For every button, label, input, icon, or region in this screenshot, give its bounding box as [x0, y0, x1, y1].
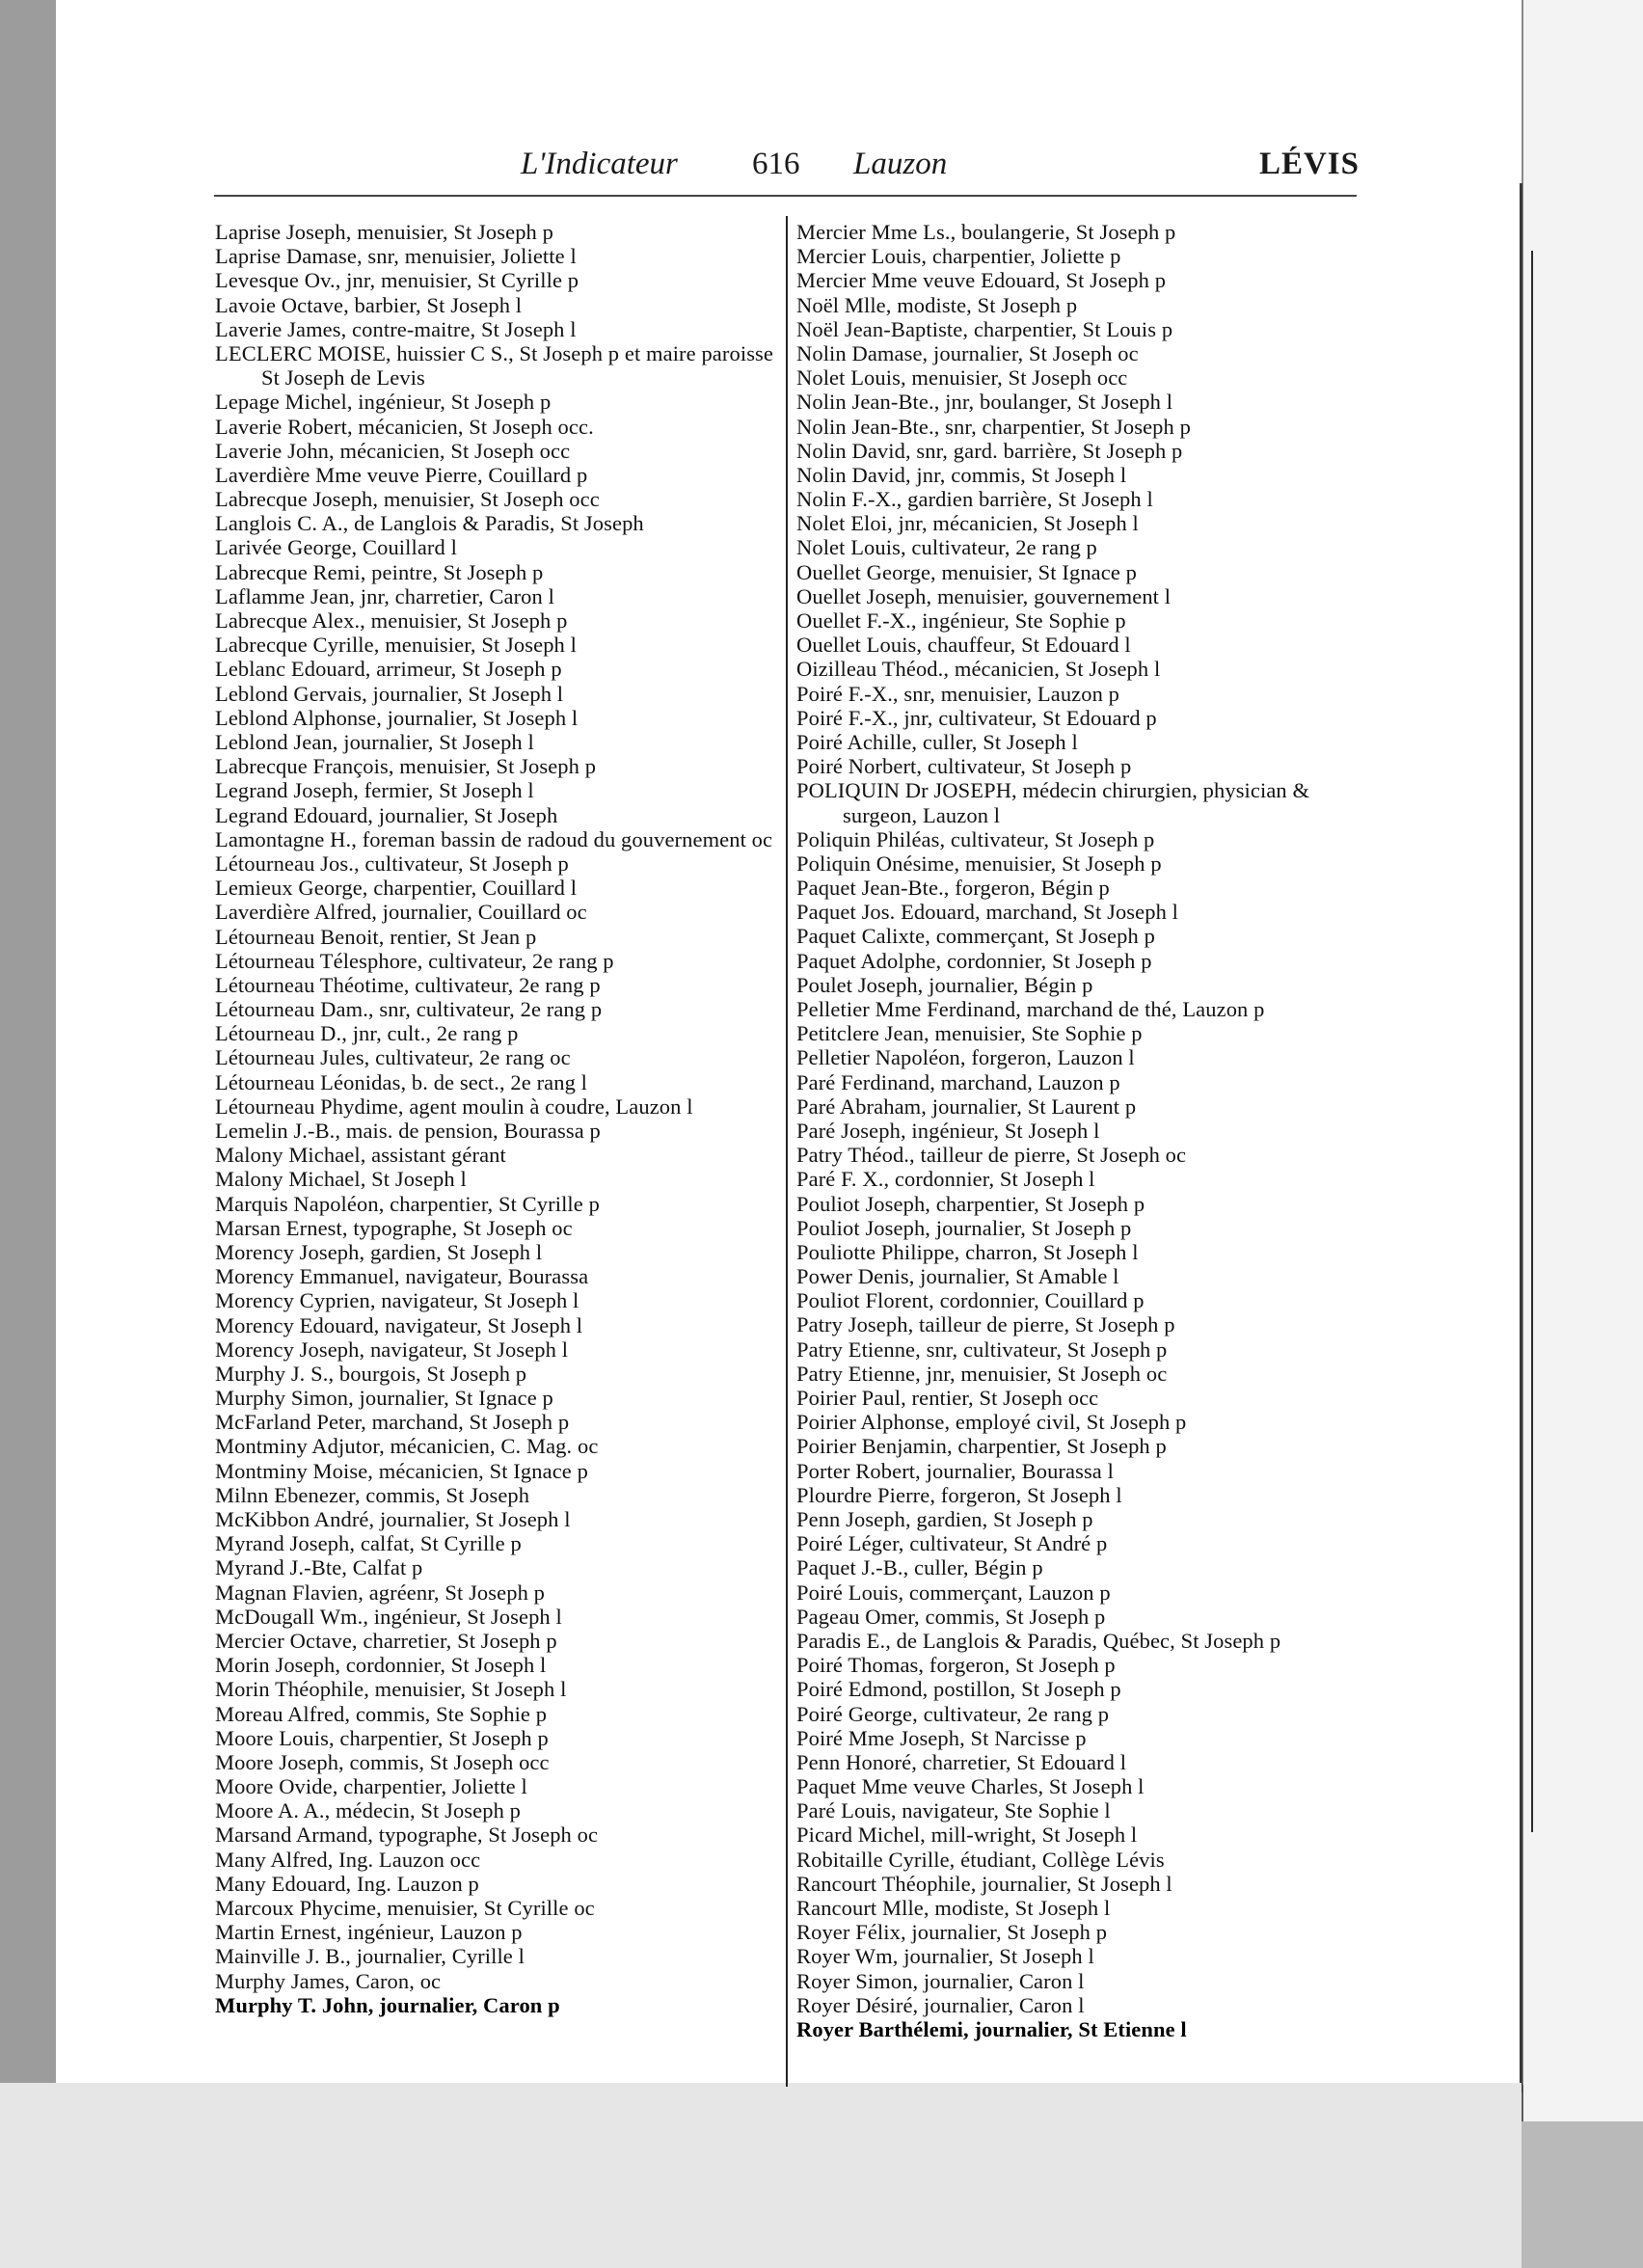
directory-entry: Paré F. X., cordonnier, St Joseph l — [796, 1167, 1095, 1192]
directory-entry: Lavoie Octave, barbier, St Joseph l — [215, 292, 523, 317]
directory-entry: Morency Joseph, navigateur, St Joseph l — [215, 1336, 569, 1362]
directory-entry: Poirier Paul, rentier, St Joseph occ — [796, 1386, 1099, 1411]
directory-entry: Myrand Joseph, calfat, St Cyrille p — [215, 1531, 522, 1556]
directory-entry: Moreau Alfred, commis, Ste Sophie p — [215, 1701, 548, 1726]
directory-entry: Pouliot Joseph, charpentier, St Joseph p — [796, 1191, 1145, 1216]
directory-entry: Noël Mlle, modiste, St Joseph p — [796, 292, 1078, 317]
directory-entry: Royer Simon, journalier, Caron l — [796, 1968, 1085, 1993]
directory-entry: Paré Louis, navigateur, Ste Sophie l — [796, 1798, 1111, 1823]
directory-entry: Robitaille Cyrille, étudiant, Collège Lévis — [796, 1847, 1165, 1872]
directory-entry: Poiré Edmond, postillon, St Joseph p — [796, 1677, 1121, 1702]
directory-entry: Létourneau Dam., snr, cultivateur, 2e rang p — [215, 997, 603, 1022]
directory-entry: Murphy T. John, journalier, Caron p — [215, 1992, 560, 2017]
directory-entry: Pouliotte Philippe, charron, St Joseph l — [796, 1239, 1139, 1264]
directory-entry: Nolin David, snr, gard. barrière, St Joseph p — [796, 438, 1183, 463]
right-column-listings — [796, 220, 1360, 2041]
directory-entry: Leblond Jean, journalier, St Joseph l — [215, 729, 534, 754]
directory-entry: Many Alfred, Ing. Lauzon occ — [215, 1847, 481, 1872]
directory-entry: Nolin David, jnr, commis, St Joseph l — [796, 462, 1127, 487]
directory-entry: Power Denis, journalier, St Amable l — [796, 1264, 1119, 1289]
directory-entry: McFarland Peter, marchand, St Joseph p — [215, 1410, 570, 1435]
directory-entry: Pageau Omer, commis, St Joseph p — [796, 1604, 1106, 1629]
directory-entry: Paquet Jos. Edouard, marchand, St Joseph l — [796, 900, 1179, 925]
directory-entry: Laflamme Jean, jnr, charretier, Caron l — [215, 583, 554, 608]
directory-entry: Laverie John, mécanicien, St Joseph occ — [215, 438, 571, 463]
directory-entry: Labrecque Alex., menuisier, St Joseph p — [215, 608, 568, 634]
directory-entry: Montminy Moise, mécanicien, St Ignace p — [215, 1458, 588, 1483]
page-number: 616 — [752, 147, 800, 181]
directory-entry: Levesque Ov., jnr, menuisier, St Cyrille p — [215, 268, 579, 293]
directory-entry: Penn Honoré, charretier, St Edouard l — [796, 1749, 1127, 1774]
directory-entry: Lemieux George, charpentier, Couillard l — [215, 876, 578, 901]
directory-entry: Létourneau Phydime, agent moulin à coudre, Lauzon l — [215, 1094, 693, 1119]
directory-entry: Poiré F.-X., jnr, cultivateur, St Edouard p — [796, 705, 1157, 730]
directory-entry: Morency Edouard, navigateur, St Joseph l — [215, 1312, 583, 1337]
directory-entry: Picard Michel, mill-wright, St Joseph l — [796, 1822, 1138, 1848]
directory-entry: Paquet Adolphe, cordonnier, St Joseph p — [796, 948, 1152, 973]
directory-entry: Murphy J. S., bourgois, St Joseph p — [215, 1361, 527, 1386]
directory-entry: Morency Joseph, gardien, St Joseph l — [215, 1239, 543, 1264]
directory-entry: Penn Joseph, gardien, St Joseph p — [796, 1506, 1093, 1531]
directory-entry: Laverie Robert, mécanicien, St Joseph occ. — [215, 414, 594, 439]
directory-entry: Paquet Jean-Bte., forgeron, Bégin p — [796, 876, 1110, 901]
directory-entry: Nolin Damase, journalier, St Joseph oc — [796, 340, 1139, 365]
directory-entry: Marquis Napoléon, charpentier, St Cyrille p — [215, 1191, 600, 1216]
directory-entry: Paradis E., de Langlois & Paradis, Québec, St Joseph p — [796, 1628, 1281, 1653]
directory-entry: Montminy Adjutor, mécanicien, C. Mag. oc — [215, 1434, 599, 1459]
directory-entry: POLIQUIN Dr JOSEPH, médecin chirurgien, physician & surgeon, Lauzon l — [796, 778, 1310, 827]
directory-entry: Laverie James, contre-maitre, St Joseph l — [215, 316, 577, 341]
directory-entry: Paquet Mme veuve Charles, St Joseph l — [796, 1774, 1145, 1799]
directory-entry: Mercier Mme veuve Edouard, St Joseph p — [796, 268, 1167, 293]
directory-entry: Royer Wm, journalier, St Joseph l — [796, 1944, 1094, 1969]
column-divider — [786, 216, 788, 2087]
directory-entry: Laverdière Mme veuve Pierre, Couillard p — [215, 462, 588, 487]
directory-entry: Poiré Achille, culler, St Joseph l — [796, 729, 1078, 754]
left-column-listings — [215, 220, 778, 2017]
directory-entry: Patry Joseph, tailleur de pierre, St Joseph p — [796, 1312, 1175, 1337]
directory-entry: Leblanc Edouard, arrimeur, St Joseph p — [215, 657, 562, 682]
directory-entry: Mercier Louis, charpentier, Joliette p — [796, 244, 1121, 269]
directory-entry: Poulet Joseph, journalier, Bégin p — [796, 972, 1093, 997]
directory-entry: Paré Ferdinand, marchand, Lauzon p — [796, 1069, 1120, 1094]
directory-entry: Poliquin Onésime, menuisier, St Joseph p — [796, 850, 1162, 876]
directory-entry: Nolin Jean-Bte., snr, charpentier, St Joseph p — [796, 414, 1191, 439]
directory-entry: Mainville J. B., journalier, Cyrille l — [215, 1944, 525, 1969]
directory-entry: Murphy James, Caron, oc — [215, 1968, 442, 1993]
directory-entry: Mercier Octave, charretier, St Joseph p — [215, 1628, 557, 1653]
adjacent-page-edge — [1522, 0, 1643, 2121]
directory-entry: Laprise Joseph, menuisier, St Joseph p — [215, 220, 553, 244]
directory-entry: Patry Etienne, jnr, menuisier, St Joseph oc — [796, 1361, 1168, 1386]
directory-entry: Leblond Gervais, journalier, St Joseph l — [215, 681, 564, 706]
directory-entry: Létourneau Benoit, rentier, St Jean p — [215, 924, 537, 949]
directory-entry: Labrecque Joseph, menuisier, St Joseph occ — [215, 487, 600, 512]
directory-entry: Paquet Calixte, commerçant, St Joseph p — [796, 924, 1155, 949]
directory-entry: Poiré Thomas, forgeron, St Joseph p — [796, 1653, 1116, 1678]
directory-entry: Morin Théophile, menuisier, St Joseph l — [215, 1677, 567, 1702]
directory-entry: Poiré George, cultivateur, 2e rang p — [796, 1701, 1110, 1726]
directory-entry: Poliquin Philéas, cultivateur, St Joseph p — [796, 826, 1155, 851]
directory-entry: Petitclere Jean, menuisier, Ste Sophie p — [796, 1021, 1143, 1046]
directory-entry: Poiré Mme Joseph, St Narcisse p — [796, 1725, 1087, 1750]
directory-entry: Marsand Armand, typographe, St Joseph oc — [215, 1822, 599, 1848]
directory-entry: Milnn Ebenezer, commis, St Joseph — [215, 1482, 530, 1507]
directory-entry: Royer Barthélemi, journalier, St Etienne l — [796, 2016, 1187, 2041]
directory-entry: Morin Joseph, cordonnier, St Joseph l — [215, 1653, 547, 1678]
directory-entry: Mercier Mme Ls., boulangerie, St Joseph p — [796, 220, 1176, 244]
directory-entry: Poiré Léger, cultivateur, St André p — [796, 1531, 1108, 1556]
directory-entry: Marcoux Phycime, menuisier, St Cyrille oc — [215, 1896, 595, 1921]
directory-entry: Moore Ovide, charpentier, Joliette l — [215, 1774, 527, 1799]
directory-entry: Poiré Louis, commerçant, Lauzon p — [796, 1580, 1111, 1605]
directory-entry: Ouellet George, menuisier, St Ignace p — [796, 559, 1138, 584]
directory-entry: Poiré F.-X., snr, menuisier, Lauzon p — [796, 681, 1120, 706]
directory-entry: Laverdière Alfred, journalier, Couillard oc — [215, 900, 587, 925]
publication-title: L'Indicateur — [521, 147, 678, 181]
section-title: Lauzon — [853, 147, 948, 181]
header-rule — [214, 195, 1357, 197]
directory-entry: Poiré Norbert, cultivateur, St Joseph p — [796, 754, 1132, 779]
directory-entry: Patry Théod., tailleur de pierre, St Joseph oc — [796, 1143, 1187, 1168]
directory-entry: Malony Michael, assistant gérant — [215, 1143, 506, 1168]
directory-entry: Royer Désiré, journalier, Caron l — [796, 1992, 1085, 2017]
directory-entry: Létourneau D., jnr, cult., 2e rang p — [215, 1021, 519, 1046]
directory-entry: Létourneau Jules, cultivateur, 2e rang oc — [215, 1045, 571, 1070]
directory-entry: Murphy Simon, journalier, St Ignace p — [215, 1386, 553, 1411]
directory-entry: Lepage Michel, ingénieur, St Joseph p — [215, 390, 552, 415]
directory-entry: Pouliot Florent, cordonnier, Couillard p — [796, 1288, 1145, 1313]
directory-entry: Ouellet Joseph, menuisier, gouvernement l — [796, 583, 1172, 608]
directory-entry: Nolin F.-X., gardien barrière, St Joseph l — [796, 487, 1153, 512]
directory-entry: Poirier Benjamin, charpentier, St Joseph p — [796, 1434, 1167, 1459]
directory-entry: Paré Joseph, ingénieur, St Joseph l — [796, 1118, 1100, 1143]
directory-entry: Labrecque François, menuisier, St Joseph p — [215, 754, 597, 779]
directory-entry: Oizilleau Théod., mécanicien, St Joseph l — [796, 657, 1161, 682]
directory-entry: Paquet J.-B., culler, Bégin p — [796, 1555, 1043, 1580]
directory-entry: Pelletier Mme Ferdinand, marchand de thé, Lauzon p — [796, 997, 1265, 1022]
directory-entry: Marsan Ernest, typographe, St Joseph oc — [215, 1215, 573, 1240]
directory-entry: Langlois C. A., de Langlois & Paradis, St Joseph — [215, 511, 644, 536]
directory-entry: Noël Jean-Baptiste, charpentier, St Louis p — [796, 316, 1173, 341]
directory-entry: LECLERC MOISE, huissier C S., St Joseph p et maire paroisse St Joseph de Levis — [215, 340, 773, 391]
directory-entry: Plourdre Pierre, forgeron, St Joseph l — [796, 1482, 1122, 1507]
directory-entry: Létourneau Léonidas, b. de sect., 2e rang l — [215, 1069, 588, 1094]
page-edge-line — [1531, 251, 1533, 1832]
directory-entry: McDougall Wm., ingénieur, St Joseph l — [215, 1604, 562, 1629]
directory-entry: Magnan Flavien, agréenr, St Joseph p — [215, 1580, 546, 1605]
directory-entry: Létourneau Jos., cultivateur, St Joseph p — [215, 850, 569, 876]
directory-entry: Nolet Louis, cultivateur, 2e rang p — [796, 535, 1097, 560]
directory-entry: Nolet Eloi, jnr, mécanicien, St Joseph l — [796, 511, 1139, 536]
directory-entry: Rancourt Théophile, journalier, St Joseph l — [796, 1871, 1172, 1896]
directory-entry: Myrand J.-Bte, Calfat p — [215, 1555, 423, 1580]
directory-entry: Lemelin J.-B., mais. de pension, Bourassa p — [215, 1119, 601, 1144]
directory-entry: Legrand Joseph, fermier, St Joseph l — [215, 778, 534, 803]
directory-entry: Lamontagne H., foreman bassin de radoud du gouvernement oc — [215, 826, 773, 851]
directory-entry: Labrecque Cyrille, menuisier, St Joseph l — [215, 633, 577, 658]
directory-entry: Moore A. A., médecin, St Joseph p — [215, 1798, 522, 1823]
directory-entry: Rancourt Mlle, modiste, St Joseph l — [796, 1896, 1111, 1920]
directory-entry: Malony Michael, St Joseph l — [215, 1167, 467, 1192]
directory-entry: Ouellet F.-X., ingénieur, Ste Sophie p — [796, 608, 1126, 633]
directory-entry: Labrecque Remi, peintre, St Joseph p — [215, 559, 544, 584]
binding-shadow — [1520, 183, 1522, 2092]
city-title: LÉVIS — [1258, 147, 1360, 181]
directory-entry: McKibbon André, journalier, St Joseph l — [215, 1507, 571, 1532]
directory-entry: Moore Joseph, commis, St Joseph occ — [215, 1749, 550, 1774]
directory-entry: Pouliot Joseph, journalier, St Joseph p — [796, 1215, 1132, 1240]
directory-entry: Ouellet Louis, chauffeur, St Edouard l — [796, 633, 1131, 658]
scan-bottom-margin — [0, 2083, 1522, 2268]
directory-entry: Leblond Alphonse, journalier, St Joseph l — [215, 705, 579, 730]
running-header — [521, 143, 1360, 191]
directory-entry: Nolet Louis, menuisier, St Joseph occ — [796, 365, 1128, 391]
directory-entry: Patry Etienne, snr, cultivateur, St Joseph p — [796, 1336, 1168, 1362]
directory-entry: Poirier Alphonse, employé civil, St Joseph p — [796, 1410, 1187, 1435]
directory-entry: Larivée George, Couillard l — [215, 535, 457, 560]
directory-entry: Laprise Damase, snr, menuisier, Joliette l — [215, 244, 577, 269]
directory-entry: Legrand Edouard, journalier, St Joseph — [215, 802, 558, 827]
directory-entry: Martin Ernest, ingénieur, Lauzon p — [215, 1920, 523, 1945]
directory-entry: Royer Félix, journalier, St Joseph p — [796, 1920, 1108, 1945]
directory-entry: Pelletier Napoléon, forgeron, Lauzon l — [796, 1045, 1135, 1070]
directory-entry: Létourneau Télesphore, cultivateur, 2e rang p — [215, 948, 614, 973]
directory-entry: Paré Abraham, journalier, St Laurent p — [796, 1094, 1137, 1119]
directory-entry: Many Edouard, Ing. Lauzon p — [215, 1871, 479, 1896]
directory-entry: Morency Emmanuel, navigateur, Bourassa — [215, 1264, 589, 1289]
directory-entry: Porter Robert, journalier, Bourassa l — [796, 1458, 1114, 1483]
directory-entry: Moore Louis, charpentier, St Joseph p — [215, 1725, 549, 1750]
scan-background — [0, 0, 56, 2268]
directory-entry: Létourneau Théotime, cultivateur, 2e rang p — [215, 972, 601, 997]
directory-entry: Nolin Jean-Bte., jnr, boulanger, St Joseph l — [796, 390, 1173, 415]
directory-entry: Morency Cyprien, navigateur, St Joseph l — [215, 1288, 579, 1313]
